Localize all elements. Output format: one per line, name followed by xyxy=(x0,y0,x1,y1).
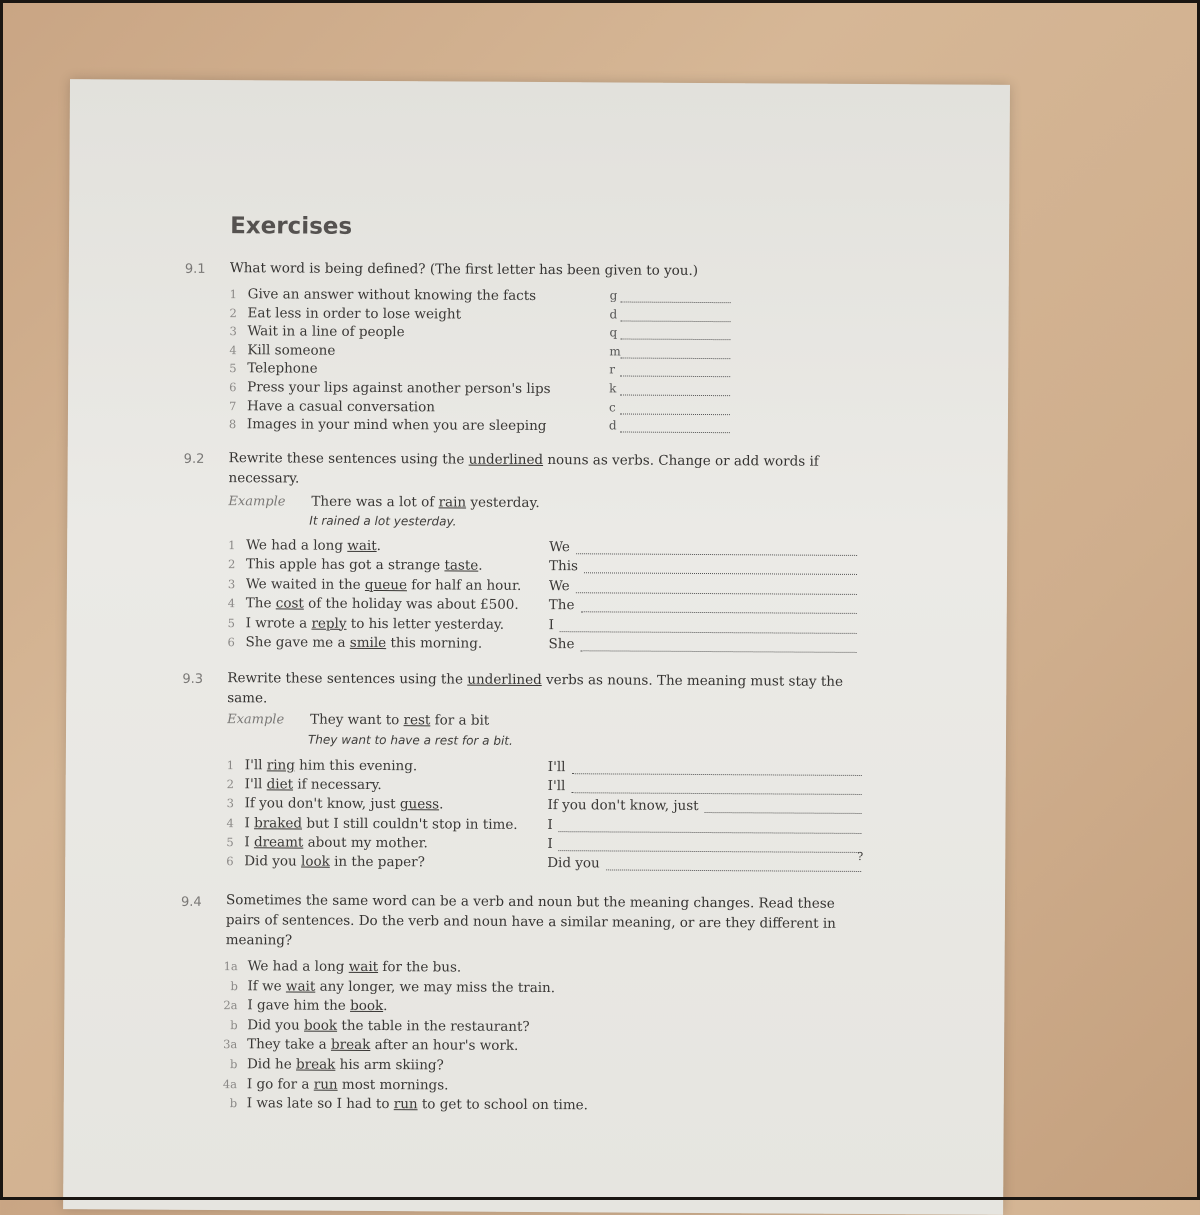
first-letter: g xyxy=(609,288,618,303)
definition-item xyxy=(229,397,435,417)
sentence-text: She gave me a xyxy=(245,634,350,651)
example-sentence-9-3: They want to rest for a bit xyxy=(310,711,490,729)
sentence-pair-item xyxy=(223,1075,449,1095)
example-answer-9-3: They want to have a rest for a bit. xyxy=(307,732,513,748)
answer-start: The xyxy=(548,597,575,614)
definition-text: Press your lips against another person's lips xyxy=(247,379,551,398)
answer-line[interactable] xyxy=(581,611,857,614)
sentence-text: Did you xyxy=(244,853,302,870)
sentence-text: I was late so I had to xyxy=(246,1095,394,1113)
sentence-text: The xyxy=(245,595,276,612)
definition-item xyxy=(230,304,462,324)
underlined-word: queue xyxy=(364,576,408,593)
answer-start: Did you xyxy=(547,855,600,872)
item-number: 6 xyxy=(227,635,235,650)
item-number: b xyxy=(230,1017,238,1032)
sentence-text: I gave him the xyxy=(247,997,351,1015)
item-number: b xyxy=(230,978,238,993)
example-label-9-3: Example xyxy=(227,712,285,728)
underlined-word: diet xyxy=(266,776,294,793)
underlined-word: run xyxy=(313,1076,338,1093)
sentence-pair-item xyxy=(230,1055,444,1075)
underlined-word: dreamt xyxy=(253,834,304,851)
sentence-pair-item xyxy=(230,977,555,998)
section-number-9-3: 9.3 xyxy=(182,671,204,687)
answer-line[interactable] xyxy=(621,301,731,303)
sentence-text: about my mother. xyxy=(303,834,428,852)
sentence-text: after an hour's work. xyxy=(370,1037,519,1055)
first-letter: r xyxy=(609,362,616,377)
sentence-pair-item xyxy=(230,1016,530,1037)
definition-item xyxy=(229,359,318,379)
answer-line[interactable] xyxy=(620,432,730,434)
underlined-word: look xyxy=(301,853,330,870)
answer-line[interactable] xyxy=(558,831,861,834)
sentence-text: I wrote a xyxy=(245,614,312,632)
underlined-word: ring xyxy=(266,757,295,774)
sentence-text: to his letter yesterday. xyxy=(346,615,505,633)
page-title: Exercises xyxy=(230,213,353,240)
item-number: b xyxy=(229,1096,238,1111)
section-instruction-9-2: Rewrite these sentences using the underlined nouns as verbs. Change or add words if necessary. xyxy=(228,450,819,487)
answer-line[interactable] xyxy=(560,631,857,634)
answer-line[interactable] xyxy=(576,553,857,556)
sentence-text: the table in the restaurant? xyxy=(337,1017,530,1035)
answer-start: We xyxy=(549,539,570,556)
worksheet-page xyxy=(63,79,1010,1215)
sentence-text: . xyxy=(478,558,483,575)
sentence-text: in the paper? xyxy=(329,853,425,871)
item-number: 8 xyxy=(228,417,237,432)
item-number: 1 xyxy=(229,287,238,302)
item-number: 4a xyxy=(222,1076,238,1091)
sentence-text: . xyxy=(376,538,382,555)
definition-text: Have a casual conversation xyxy=(246,397,436,415)
sentence-text: This apple has got a strange xyxy=(245,556,445,574)
answer-start: I'll xyxy=(547,778,566,795)
answer-start: I'll xyxy=(547,759,566,776)
answer-start: I xyxy=(547,816,553,833)
worksheet-content xyxy=(63,79,1010,1215)
sentence-item xyxy=(228,614,504,635)
sentence-item xyxy=(226,814,517,835)
example-label-9-2: Example xyxy=(228,494,286,510)
answer-line[interactable] xyxy=(558,850,861,853)
definition-item xyxy=(229,341,335,361)
item-number: 4 xyxy=(226,815,234,830)
sentence-item xyxy=(228,594,519,615)
first-letter: k xyxy=(609,381,617,396)
underlined-word: break xyxy=(330,1037,371,1054)
sentence-text: I xyxy=(244,834,255,851)
definition-text: Give an answer without knowing the facts xyxy=(247,286,537,304)
example-answer-9-2: It rained a lot yesterday. xyxy=(309,513,457,529)
sentence-text: if necessary. xyxy=(293,776,382,794)
item-number: b xyxy=(229,1057,238,1072)
item-number: 4 xyxy=(229,342,237,357)
underlined-word: taste xyxy=(444,557,479,575)
answer-start: If you don't know, just xyxy=(547,797,699,815)
answer-line[interactable] xyxy=(572,792,862,795)
definition-text: Eat less in order to lose weight xyxy=(247,304,462,323)
sentence-text: Did you xyxy=(247,1017,305,1034)
sentence-text: I'll xyxy=(244,776,267,793)
answer-start: This xyxy=(548,558,579,575)
item-number: 1a xyxy=(223,959,238,974)
answer-line[interactable] xyxy=(620,394,730,396)
answer-line[interactable] xyxy=(606,869,861,872)
answer-end-question-mark: ? xyxy=(857,849,864,863)
answer-line[interactable] xyxy=(576,592,857,595)
sentence-text: this morning. xyxy=(386,635,483,652)
definition-item xyxy=(229,378,551,399)
item-number: 5 xyxy=(226,834,234,849)
sentence-item xyxy=(226,852,425,872)
underlined-word: wait xyxy=(348,958,379,976)
answer-line[interactable] xyxy=(705,812,862,814)
item-number: 2 xyxy=(228,557,236,572)
underlined-word: cost xyxy=(275,595,304,612)
sentence-item xyxy=(228,536,381,556)
answer-line[interactable] xyxy=(621,320,731,322)
item-number: 3a xyxy=(223,1037,238,1052)
sentence-item xyxy=(228,555,483,576)
sentence-text: They take a xyxy=(247,1036,332,1054)
sentence-text: We had a long xyxy=(247,958,349,975)
section-instruction-9-3: Rewrite these sentences using the underlined verbs as nouns. The meaning must stay the same. xyxy=(227,670,844,707)
sentence-text: but I still couldn't stop in time. xyxy=(302,815,518,833)
sentence-pair-item xyxy=(224,957,462,977)
sentence-item xyxy=(227,794,444,814)
underlined-word: break xyxy=(296,1056,336,1073)
sentence-text: of the holiday was about £500. xyxy=(303,595,519,614)
sentence-item xyxy=(228,575,521,596)
answer-line[interactable] xyxy=(620,357,730,359)
item-number: 1 xyxy=(228,538,236,553)
sentence-text: If you don't know, just xyxy=(244,795,400,813)
sentence-text: for half an hour. xyxy=(406,576,522,594)
item-number: 2 xyxy=(229,305,237,320)
answer-start: I xyxy=(548,616,555,633)
item-number: 6 xyxy=(229,380,237,395)
answer-start: We xyxy=(548,577,570,594)
sentence-text: to get to school on time. xyxy=(417,1096,588,1114)
sentence-text: most mornings. xyxy=(337,1076,449,1094)
answer-line[interactable] xyxy=(572,773,862,776)
answer-line[interactable] xyxy=(581,650,857,653)
item-number: 3 xyxy=(227,576,236,591)
item-number: 5 xyxy=(229,361,237,376)
underlined-word: wait xyxy=(285,978,316,995)
section-instruction-9-4: Sometimes the same word can be a verb and noun but the meaning changes. Read these pairs of sentences. Do the verb and noun have a similar meaning, or are they different in meaning? xyxy=(225,892,836,949)
item-number: 1 xyxy=(226,758,235,773)
underlined-word: braked xyxy=(254,814,303,832)
section-instruction-9-1: What word is being defined? (The first letter has been given to you.) xyxy=(229,260,699,279)
definition-item xyxy=(230,285,537,306)
underlined-word: smile xyxy=(349,634,387,652)
sentence-text: for the bus. xyxy=(378,959,462,976)
first-letter: d xyxy=(608,418,617,433)
example-sentence-9-2: There was a lot of rain yesterday. xyxy=(311,493,540,512)
first-letter: d xyxy=(609,307,618,322)
underlined-word: book xyxy=(304,1017,338,1034)
item-number: 2 xyxy=(226,777,235,792)
answer-start: She xyxy=(548,636,575,653)
definition-text: Telephone xyxy=(247,360,318,378)
sentence-text: We waited in the xyxy=(245,576,366,593)
sentence-pair-item xyxy=(223,996,387,1016)
definition-text: Images in your mind when you are sleeping xyxy=(246,416,547,435)
sentence-text: I go for a xyxy=(246,1075,314,1093)
sentence-item xyxy=(227,756,418,776)
answer-line[interactable] xyxy=(620,376,730,378)
underlined-word: wait xyxy=(347,537,377,555)
answer-line[interactable] xyxy=(620,339,730,341)
underlined-word: reply xyxy=(311,615,347,632)
item-number: 5 xyxy=(227,615,236,630)
sentence-text: We had a long xyxy=(246,537,348,554)
definition-text: Kill someone xyxy=(247,342,336,359)
underlined-word: book xyxy=(350,998,384,1015)
item-number: 4 xyxy=(227,596,236,611)
answer-line[interactable] xyxy=(620,413,730,415)
section-number-9-2: 9.2 xyxy=(183,451,205,467)
first-letter: q xyxy=(609,325,618,340)
first-letter: m xyxy=(609,344,621,359)
sentence-item xyxy=(226,833,428,853)
sentence-text: . xyxy=(439,796,444,813)
item-number: 3 xyxy=(226,796,234,811)
sentence-text: his arm skiing? xyxy=(335,1056,444,1074)
section-number-9-4: 9.4 xyxy=(180,894,202,910)
sentence-text: any longer, we may miss the train. xyxy=(315,978,556,996)
definition-text: Wait in a line of people xyxy=(247,323,405,341)
item-number: 7 xyxy=(228,398,237,413)
sentence-pair-item xyxy=(223,1035,518,1056)
underlined-word: run xyxy=(393,1096,418,1113)
item-number: 2a xyxy=(223,998,238,1013)
sentence-text: I'll xyxy=(244,757,267,774)
answer-line[interactable] xyxy=(584,573,857,576)
sentence-text: Did he xyxy=(246,1056,297,1073)
section-number-9-1: 9.1 xyxy=(184,261,206,277)
sentence-text: him this evening. xyxy=(294,757,418,775)
item-number: 6 xyxy=(226,854,234,869)
underlined-word: guess xyxy=(399,796,440,813)
sentence-pair-item xyxy=(230,1094,588,1115)
sentence-text: . xyxy=(383,998,388,1015)
definition-item xyxy=(229,322,404,342)
sentence-text: I xyxy=(244,814,255,831)
first-letter: c xyxy=(608,400,616,415)
definition-item xyxy=(229,415,547,436)
answer-start: I xyxy=(547,835,553,852)
sentence-item xyxy=(228,633,483,654)
sentence-text: If we xyxy=(247,977,286,995)
sentence-item xyxy=(227,775,382,795)
item-number: 3 xyxy=(229,324,237,339)
